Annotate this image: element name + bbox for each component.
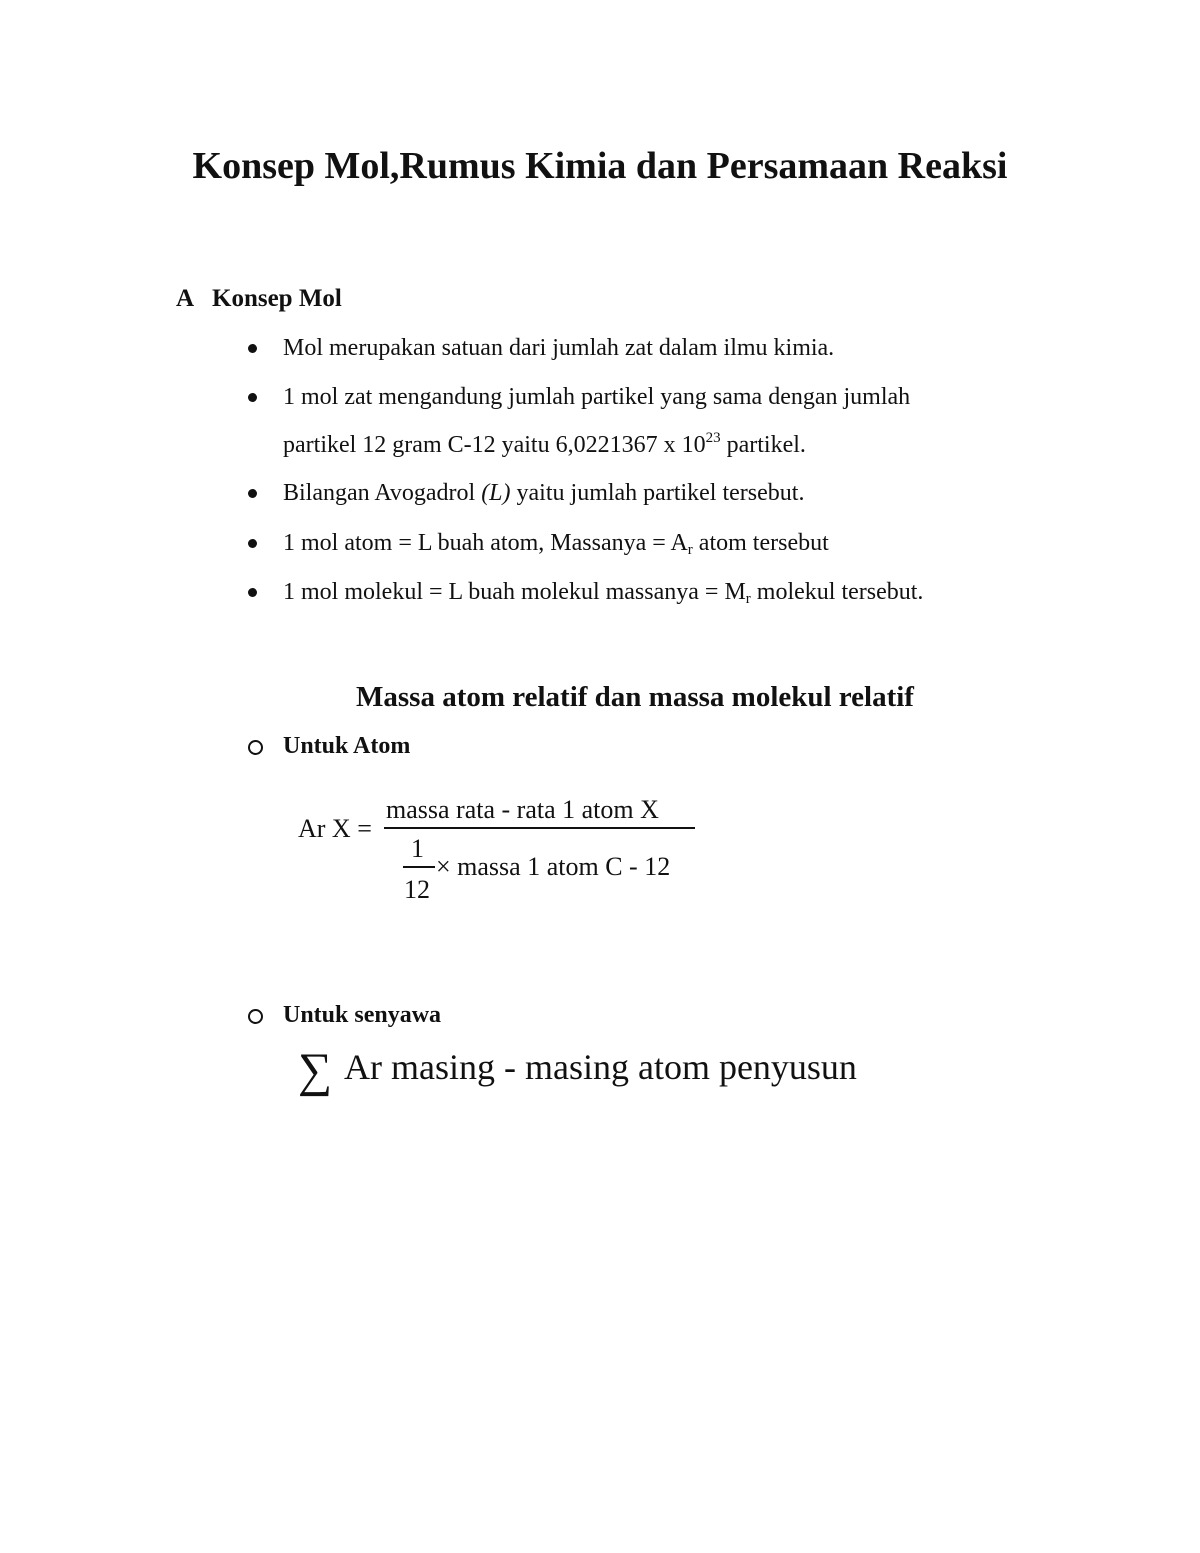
fraction-bar — [384, 827, 695, 829]
list-item-text: molekul tersebut. — [750, 579, 924, 605]
list-item-text: atom tersebut — [692, 530, 829, 556]
sigma-icon: ∑ — [298, 1044, 333, 1097]
list-item-text: Bilangan Avogadrol — [283, 480, 482, 506]
section-letter: A — [176, 285, 195, 312]
list-item-text: 1 mol atom = L buah atom, Massanya = A — [283, 530, 688, 556]
exponent: 23 — [705, 430, 721, 446]
subscript: r — [687, 542, 693, 558]
formula-numerator: massa rata - rata 1 atom X — [386, 795, 659, 824]
list-item — [283, 577, 923, 607]
subscript: r — [745, 591, 751, 607]
list-item-text: 1 mol molekul = L buah molekul massanya = M — [283, 579, 746, 605]
denominator-one: 1 — [411, 834, 424, 863]
inner-fraction-bar — [403, 866, 435, 868]
avogadro-suffix: partikel. — [720, 432, 806, 458]
denominator-text: × massa 1 atom C - 12 — [436, 852, 671, 881]
bullet-dot-icon — [248, 393, 257, 402]
list-item: Mol merupakan satuan dari jumlah zat dalam ilmu kimia. — [283, 335, 835, 361]
avogadro-text: partikel 12 gram C-12 yaitu 6,0221367 x 10 — [283, 432, 706, 458]
list-item — [283, 478, 804, 508]
bullet-dot-icon — [248, 489, 257, 498]
symbol-L: (L) — [481, 480, 511, 506]
list-item-continuation — [283, 430, 806, 460]
circle-bullet-icon — [248, 740, 263, 755]
list-item: 1 mol zat mengandung jumlah partikel yang sama dengan jumlah — [283, 384, 911, 410]
circle-bullet-icon — [248, 1009, 263, 1024]
atom-label: Untuk Atom — [283, 733, 411, 759]
formula-lhs: Ar X = — [298, 814, 372, 843]
section-heading-text: Konsep Mol — [212, 285, 342, 312]
section-heading — [176, 283, 342, 315]
compound-label: Untuk senyawa — [283, 1002, 442, 1028]
list-item — [283, 528, 829, 558]
bullet-dot-icon — [248, 539, 257, 548]
list-item-text: yaitu jumlah partikel tersebut. — [510, 480, 805, 506]
document-title: Konsep Mol,Rumus Kimia dan Persamaan Reaksi — [192, 145, 1008, 187]
compound-expression: Ar masing - masing atom penyusun — [344, 1047, 857, 1087]
subsection-title: Massa atom relatif dan massa molekul relatif — [356, 681, 914, 713]
bullet-dot-icon — [248, 344, 257, 353]
bullet-dot-icon — [248, 588, 257, 597]
denominator-twelve: 12 — [404, 875, 430, 904]
